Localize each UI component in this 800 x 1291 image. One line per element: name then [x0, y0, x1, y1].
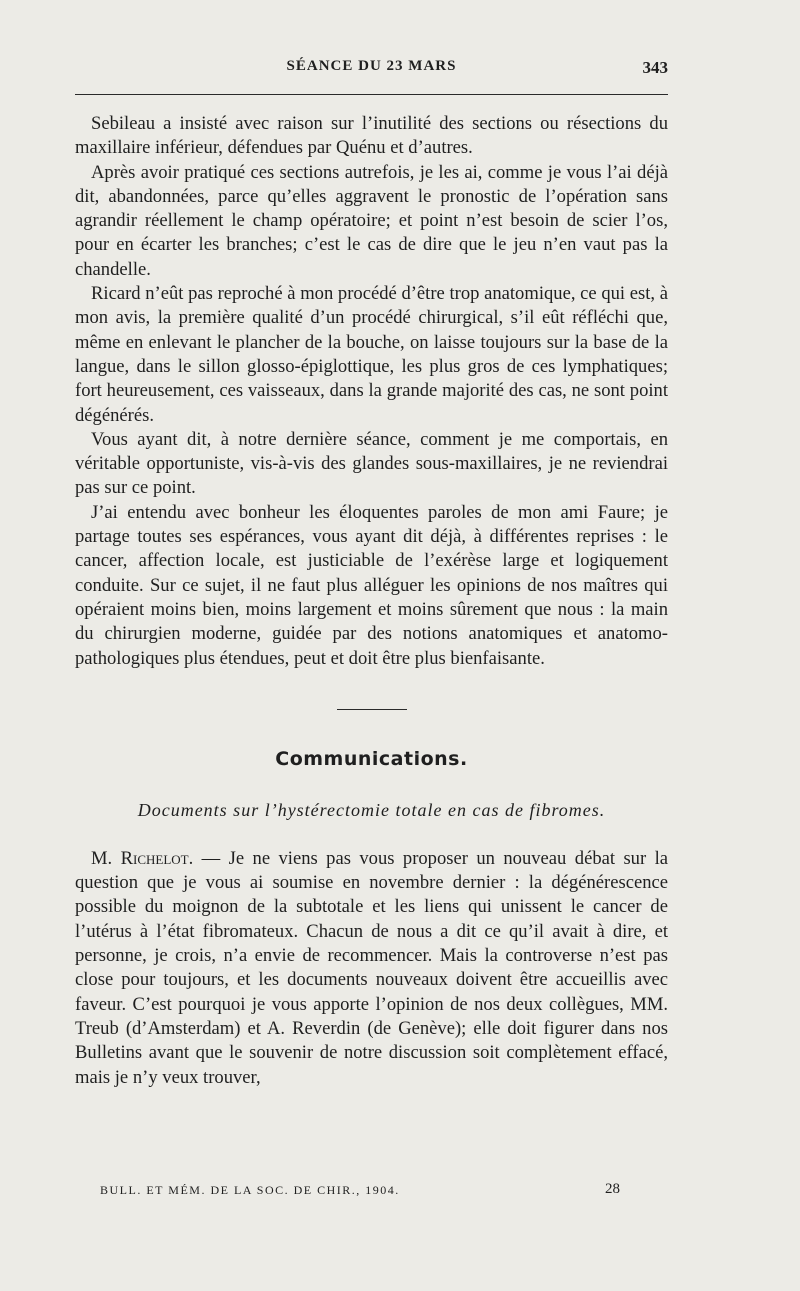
- section-heading: Communications.: [275, 747, 468, 770]
- section-subheading: Documents sur l’hystérectomie totale en cas de fibromes.: [137, 799, 606, 820]
- paragraph-4: Vous ayant dit, à notre dernière séance, comment je me comportais, en véritable opportuniste, vis-à-vis des glandes sous-maxillaires, je ne reviendrai pas sur ce point.: [75, 428, 668, 499]
- paragraph-2: Après avoir pratiqué ces sections autrefois, je les ai, comme je vous l’ai déjà dit, abandonnées, parce qu’elles aggravent le pronostic de l’opération sans agrandir réellement le champ opératoire; et point n’est besoin de scier l’os, pour en écarter les branches; c’est le cas de dire que le jeu n’en vaut pas la chandelle.: [75, 161, 668, 280]
- header-rule: [75, 94, 668, 95]
- communication-text: — Je ne viens pas vous proposer un nouveau débat sur la question que je vous ai soumise en novembre dernier : la dégénérescence possible du moignon de la subtotale et les liens qui unissent le cancer de l’utérus à l’état fibromateux. Chacun de nous a dit ce qu’il avait à dire, et personne, je crois, n’a envie de recommencer. Mais la controverse n’est pas close pour toujours, et les documents nouveaux doivent être accueillis avec faveur. C’est pourquoi je vous apporte l’opinion de nos deux collègues, MM. Treub (d’Amsterdam) et A. Reverdin (de Genève); elle doit figurer dans nos Bulletins avant que le souvenir de notre discussion soit complètement effacé, mais je n’y veux trouver,: [75, 847, 668, 1088]
- paragraph-1: Sebileau a insisté avec raison sur l’inutilité des sections ou résections du maxillaire inférieur, défendues par Quénu et d’autres.: [75, 113, 668, 159]
- footer-reference: BULL. ET MÉM. DE LA SOC. DE CHIR., 1904.: [100, 1183, 400, 1197]
- communication-paragraph: [75, 847, 668, 1090]
- signature-mark: 28: [605, 1181, 620, 1197]
- section-separator: [337, 709, 407, 710]
- page-header: [75, 58, 668, 86]
- page-footer: [100, 1183, 620, 1203]
- paragraph-5: J’ai entendu avec bonheur les éloquentes paroles de mon ami Faure; je partage toutes ses espérances, vous ayant dit déjà, à différentes reprises : le cancer, affection locale, est justiciable de l’exérèse large et logiquement conduite. Sur ce sujet, il ne faut plus alléguer les opinions de nos maîtres qui opéraient moins bien, moins largement et moins sûrement que nous : la main du chirurgien moderne, guidée par des notions anatomiques et anatomo-pathologiques plus étendues, peut et doit être plus bienfaisante.: [75, 501, 668, 669]
- body-text: [75, 112, 668, 1090]
- running-title: SÉANCE DU 23 MARS: [286, 58, 457, 74]
- paragraph-3: Ricard n’eût pas reproché à mon procédé d’être trop anatomique, ce qui est, à mon avis, la première qualité d’un procédé chirurgical, s’il eût réfléchi que, même en enlevant le plancher de la bouche, on laisse toujours sur la base de la langue, dans le sillon glosso-épiglottique, les plus gros de ces lymphatiques; fort heureusement, ces vaisseaux, dans la grande majorité des cas, ne sont point dégénérés.: [75, 283, 668, 426]
- speaker-name: M. Richelot.: [91, 847, 194, 869]
- page-number: 343: [642, 58, 668, 77]
